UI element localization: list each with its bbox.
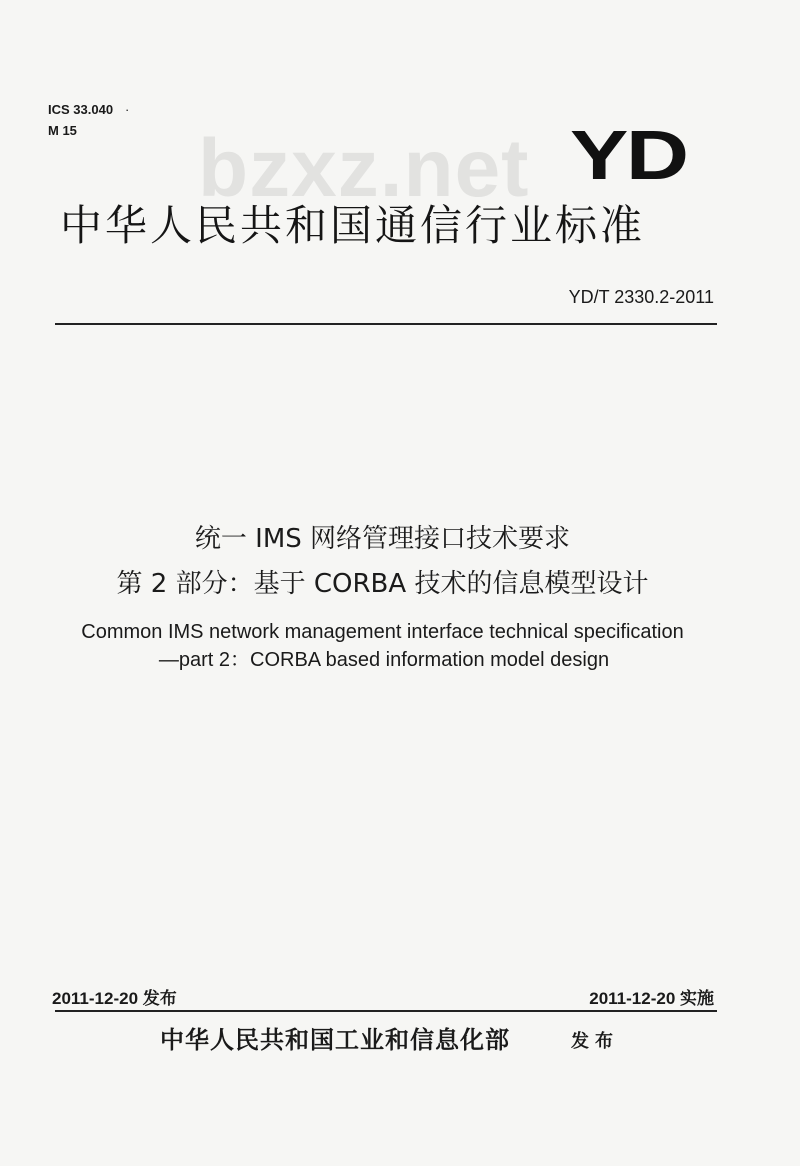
ics-code: ICS 33.040: [48, 102, 114, 117]
implementation-date: 2011-12-20 实施: [589, 989, 714, 1008]
org-title: 中华人民共和国通信行业标准: [60, 201, 646, 250]
classification-codes: [48, 99, 129, 141]
standard-number: YD/T 2330.2-2011: [568, 287, 714, 307]
publisher: 中华人民共和国工业和信息化部: [160, 1025, 510, 1054]
publish-label: 发布: [571, 1031, 619, 1052]
bottom-divider: [55, 1010, 717, 1012]
title-chinese-line2: 第 2 部分：基于 CORBA 技术的信息模型设计: [116, 569, 649, 599]
title-english-line1: Common IMS network management interface technical specification: [81, 621, 684, 643]
ccs-code: M 15: [48, 123, 77, 138]
yd-logo: YD: [570, 116, 687, 194]
title-chinese-line1: 统一 IMS 网络管理接口技术要求: [194, 524, 571, 554]
issue-date: 2011-12-20 发布: [52, 989, 177, 1008]
ics-dot: ·: [125, 102, 130, 117]
title-english-line2: —part 2：CORBA based information model design: [158, 649, 610, 671]
top-divider: [55, 323, 717, 325]
watermark: bzxz.net: [198, 123, 530, 214]
